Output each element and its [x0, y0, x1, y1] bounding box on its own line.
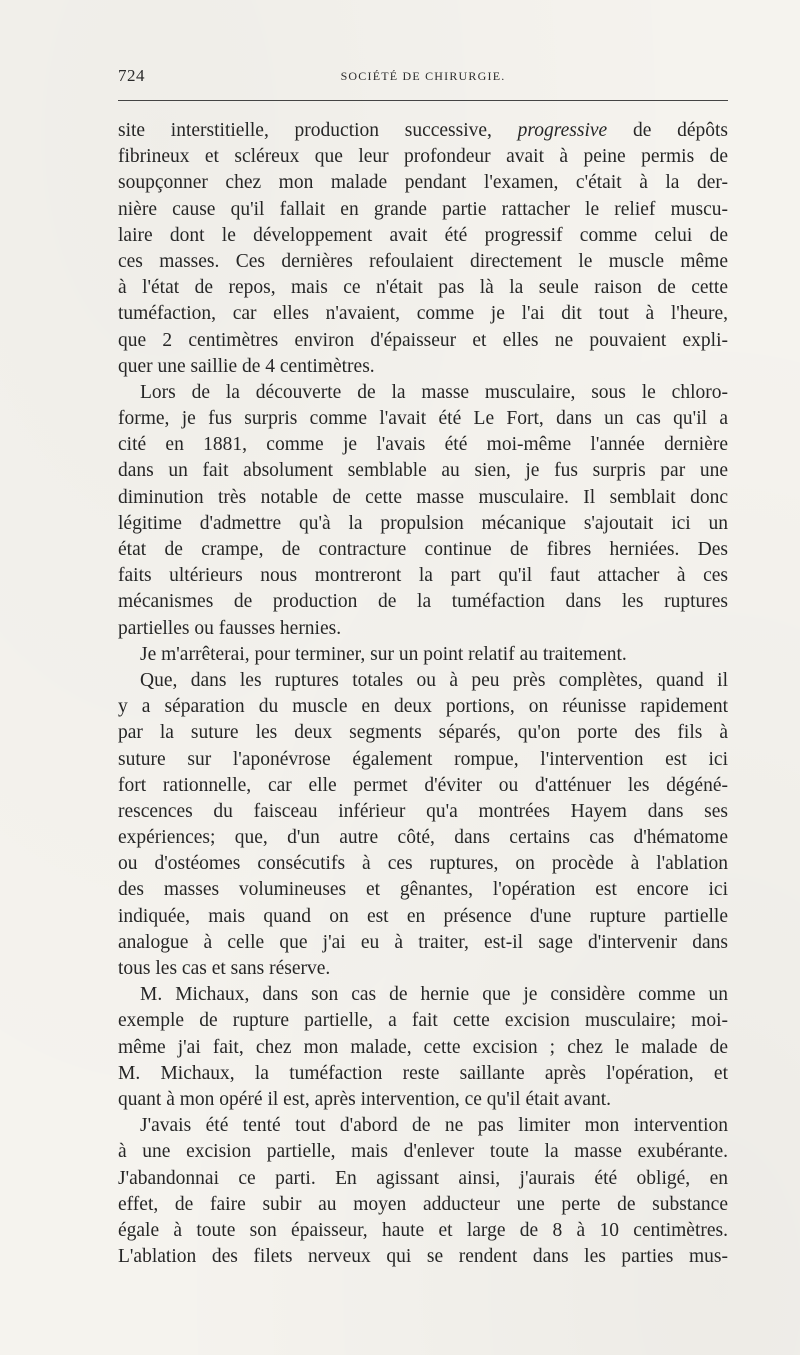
text-line: que 2 centimètres environ d'épaisseur et elles ne pouvaient expli-: [118, 329, 728, 351]
text-line: fibrineux et scléreux que leur profondeur avait à peine permis de: [118, 146, 728, 168]
text-line: légitime d'admettre qu'à la propulsion mécanique s'ajoutait ici un: [118, 512, 728, 534]
text-line: forme, je fus surpris comme l'avait été Le Fort, dans un cas qu'il a: [118, 408, 728, 430]
text-line: J'avais été tenté tout d'abord de ne pas limiter mon intervention: [140, 1115, 728, 1137]
text-line: cité en 1881, comme je l'avais été moi-même l'année dernière: [118, 434, 728, 456]
text-line: ces masses. Ces dernières refoulaient directement le muscle même: [118, 250, 728, 272]
text-line: à l'état de repos, mais ce n'était pas là la seule raison de cette: [118, 277, 728, 299]
text-line: analogue à celle que j'ai eu à traiter, est-il sage d'intervenir dans: [118, 931, 728, 953]
body-text: [118, 118, 728, 1270]
text-line: effet, de faire subir au moyen adducteur une perte de substance: [118, 1193, 728, 1215]
text-line: mécanismes de production de la tuméfaction dans les ruptures: [118, 591, 728, 613]
text-line: fort rationnelle, car elle permet d'éviter ou d'atténuer les dégéné-: [118, 774, 728, 796]
text-line: partielles ou fausses hernies.: [118, 617, 342, 639]
page-number: 724: [118, 66, 145, 85]
text-line: suture sur l'aponévrose également rompue, l'intervention est ici: [118, 748, 728, 770]
text-line: quer une saillie de 4 centimètres.: [118, 355, 375, 377]
text-line: Que, dans les ruptures totales ou à peu près complètes, quand il: [140, 669, 728, 691]
text-line: indiquée, mais quand on est en présence d'une rupture partielle: [118, 905, 728, 927]
text-line: site interstitielle, production successive, progressive de dépôts: [118, 120, 728, 141]
text-line: nière cause qu'il fallait en grande partie rattacher le relief muscu-: [118, 198, 728, 220]
text-line: J'abandonnai ce parti. En agissant ainsi, j'aurais été obligé, en: [118, 1167, 728, 1189]
text-line: expériences; que, d'un autre côté, dans certains cas d'hématome: [118, 827, 728, 849]
text-line: par la suture les deux segments séparés, qu'on porte des fils à: [118, 722, 728, 744]
text-line: exemple de rupture partielle, a fait cette excision musculaire; moi-: [118, 1010, 728, 1032]
text-line: quant à mon opéré il est, après intervention, ce qu'il était avant.: [118, 1088, 612, 1110]
text-line: faits ultérieurs nous montreront la part qu'il faut attacher à ces: [118, 565, 728, 587]
text-line: M. Michaux, la tuméfaction reste saillante après l'opération, et: [118, 1062, 728, 1084]
text-line: tuméfaction, car elles n'avaient, comme je l'ai dit tout à l'heure,: [118, 303, 728, 325]
header-rule: [118, 100, 728, 101]
running-head: [118, 66, 728, 88]
text-line: des masses volumineuses et gênantes, l'opération est encore ici: [118, 879, 728, 901]
text-line: à une excision partielle, mais d'enlever toute la masse exubérante.: [118, 1141, 728, 1163]
text-line: laire dont le développement avait été progressif comme celui de: [118, 224, 728, 246]
text-line: rescences du faisceau inférieur qu'a montrées Hayem dans ses: [118, 800, 728, 822]
emphasis: progressive: [517, 120, 608, 141]
text-line: y a séparation du muscle en deux portions, on réunisse rapidement: [118, 696, 728, 718]
text-line: diminution très notable de cette masse musculaire. Il semblait donc: [118, 486, 728, 508]
text-line: dans un fait absolument semblable au sien, je fus surpris par une: [118, 460, 728, 482]
text-line: tous les cas et sans réserve.: [118, 958, 331, 979]
text-line: égale à toute son épaisseur, haute et large de 8 à 10 centimètres.: [118, 1219, 728, 1241]
text-line: ou d'ostéomes consécutifs à ces ruptures, on procède à l'ablation: [118, 853, 728, 875]
text-line: L'ablation des filets nerveux qui se rendent dans les parties mus-: [118, 1246, 728, 1268]
text-line: même j'ai fait, chez mon malade, cette excision ; chez le malade de: [118, 1036, 728, 1058]
running-title: SOCIÉTÉ DE CHIRURGIE.: [340, 69, 506, 83]
text-line: Je m'arrêterai, pour terminer, sur un point relatif au traitement.: [140, 643, 627, 665]
text-line: Lors de la découverte de la masse musculaire, sous le chloro-: [140, 381, 728, 403]
text-line: état de crampe, de contracture continue de fibres herniées. Des: [118, 539, 728, 560]
text-line: soupçonner chez mon malade pendant l'examen, c'était à la der-: [118, 172, 728, 194]
text-line: M. Michaux, dans son cas de hernie que je considère comme un: [140, 984, 728, 1006]
